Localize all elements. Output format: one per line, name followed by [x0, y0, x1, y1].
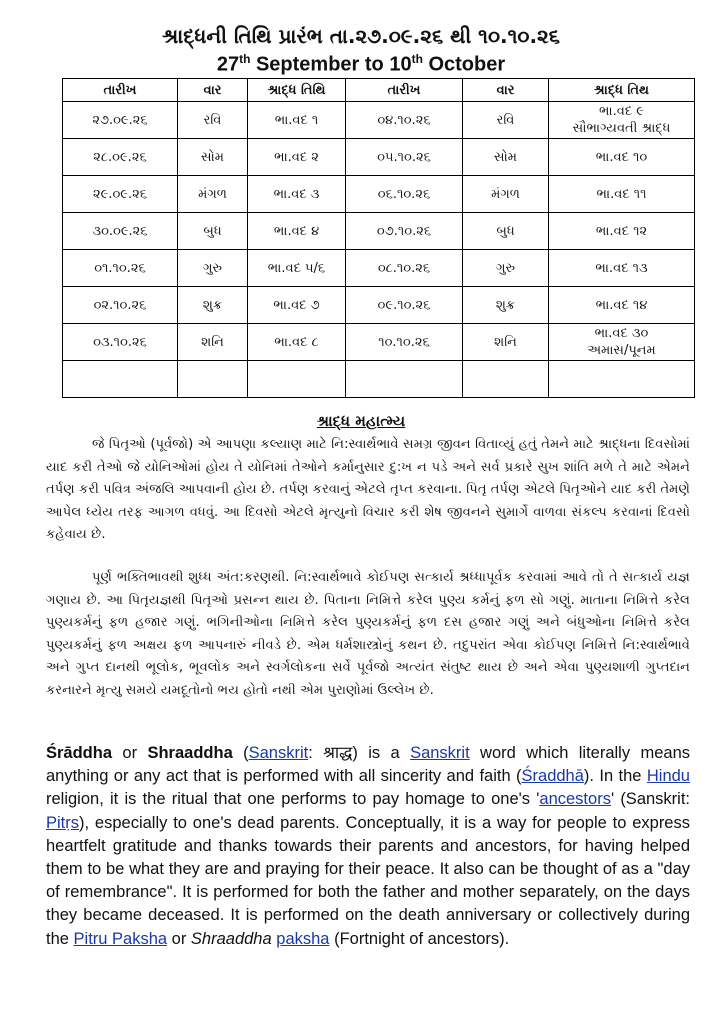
cell-weekday	[178, 361, 248, 398]
cell-shraddh-tithi: ભા.વદ ૧૨	[549, 213, 695, 250]
cell-date: ૦૨.૧૦.૨૬	[63, 287, 178, 324]
cell-date: ૨૯.૦૯.૨૬	[63, 176, 178, 213]
cell-weekday: મંગળ	[463, 176, 549, 213]
text: or	[112, 744, 148, 762]
link-hindu[interactable]: Hindu	[646, 767, 690, 786]
cell-shraddh-tithi: ભા.વદ ૪	[248, 213, 346, 250]
cell-shraddh-tithi: ભા.વદ ૧૪	[549, 287, 695, 324]
cell-weekday: શુક્ર	[463, 287, 549, 324]
cell-shraddh-tithi: ભા.વદ ૨	[248, 139, 346, 176]
cell-shraddh-tithi: ભા.વદ ૮	[248, 324, 346, 361]
header-shraddh-tithi: શ્રાદ્ધ તિથ	[549, 79, 695, 102]
cell-date: ૦૬.૧૦.૨૬	[346, 176, 463, 213]
table-row	[63, 361, 695, 398]
link-pitru-paksha[interactable]: Pitru Paksha	[73, 929, 168, 948]
cell-shraddh-tithi	[549, 361, 695, 398]
header-date: તારીખ	[346, 79, 463, 102]
text: ). In the	[583, 767, 647, 786]
cell-date	[63, 361, 178, 398]
text: ' (Sanskrit:	[610, 790, 690, 809]
mahatmya-paragraph-1: જે પિતૃઓ (પૂર્વજો) એ આપણા કલ્યાણ માટે નિ:સ્વાર્થભાવે સમગ્ર જીવન વિતાવ્યું હતું તેમને માટે શ્રાદ્ધના દિવસોમાં યાદ કરી તેઓ જે યોનિઓમાં હોય તે યોનિમાં તેઓને કર્માનુસાર દુ:ખ ન પડે અને સર્વ પ્રકારે સુખ શાંતિ મળે તે માટે એમને તર્પણ કરી પવિત્ર અંજલિ આપવાની હોય છે. તર્પણ કરવાનું એટલે તૃપ્ત કરવાના. પિતૃ તર્પણ એટલે પિતૃઓને યાદ કરી તેમણે આપેલ ધ્યેય તરફ આગળ વધવું. આ દિવસો એટલે મૃત્યુનો વિચાર કરી શેષ જીવનને સુમાર્ગે વાળવા સંકલ્પ કરવાનાં દિવસો કહેવાય છે.	[46, 437, 690, 542]
cell-weekday: શનિ	[178, 324, 248, 361]
term-sraddha: Śrāddha	[46, 744, 113, 762]
table-row	[63, 287, 695, 324]
cell-weekday: રવિ	[463, 102, 549, 139]
cell-date: ૨૭.૦૯.૨૬	[63, 102, 178, 139]
cell-date: ૩૦.૦૯.૨૬	[63, 213, 178, 250]
cell-shraddh-tithi	[248, 361, 346, 398]
cell-shraddh-tithi: ભા.વદ ૫/૬	[248, 250, 346, 287]
cell-date: ૨૮.૦૯.૨૬	[63, 139, 178, 176]
cell-shraddh-tithi: ભા.વદ ૧૩	[549, 250, 695, 287]
cell-shraddh-tithi: ભા.વદ ૩	[248, 176, 346, 213]
link-ancestors[interactable]: ancestors	[539, 790, 611, 809]
table-row	[63, 213, 695, 250]
end-day: 10	[389, 53, 412, 76]
mahatmya-paragraph-2: પૂર્ણ ભક્તિભાવથી શુધ્ધ અંત:કરણથી. નિ:સ્વાર્થભાવે કોઈપણ સત્કાર્ય શ્રધ્ધાપૂર્વક કરવામાં આવે તો તે સત્કાર્ય યજ્ઞ ગણાય છે. આ પિતૃયજ્ઞથી પિતૃઓ પ્રસન્ન થાય છે. પિતાના નિમિત્તે કરેલ પુણ્ય કર્મનું ફળ સો ગણું. માતાના નિમિત્તે કરેલ પુણ્યકર્મનું ફળ હજાર ગણું. ભગિનીઓના નિમિત્તે કરેલ પુણ્યકર્મનું ફળ દસ હજાર ગણું અને બંધુઓના નિમિત્તે કરેલ પુણ્યકર્મનું ફળ અક્ષય ફળ આપનારું નીવડે છે. એમ ધર્મશાસ્ત્રોનું કથન છે. તદુપરાંત એવા કોઈપણ નિમિત્તે નિ:સ્વાર્થભાવે અને ગુપ્ત દાનથી ભૂલોક, ભૂવલોક અને સ્વર્ગલોકના સર્વે પૂર્વજો અત્યંત સંતુષ્ટ થાય છે અને એવા પુણ્યશાળી ગુપ્તદાન કરનારને મૃત્યુ સમયે યમદૂતોનો ભય હોતો નથી એમ પુરાણોમાં ઉલ્લેખ છે.	[46, 570, 690, 698]
text: ), especially to one's dead parents. Conceptually, it is a way for people to express heartfelt gratitude and thanks towards their parents and ancestors, for having helped them to be what they are and praying for their peace. It also can be thought of as a "day of remembrance". It is performed for both the father and mother separately, on the days they became deceased. It is performed on the death anniversary or collectively during the	[46, 813, 690, 948]
table-row	[63, 102, 695, 139]
end-month: October	[422, 53, 506, 76]
link-paksha[interactable]: paksha	[276, 929, 330, 948]
cell-weekday: રવિ	[178, 102, 248, 139]
text: word which literally means anything or any act that is performed with all sincerity and faith (	[46, 744, 690, 786]
table-header-row	[63, 79, 695, 102]
table-row	[63, 324, 695, 361]
cell-shraddh-tithi: ભા.વદ ૭	[248, 287, 346, 324]
cell-date: ૦૧.૧૦.૨૬	[63, 250, 178, 287]
document-title-english	[0, 52, 722, 77]
text: or	[167, 929, 191, 948]
start-day-suffix: th	[239, 52, 251, 66]
mahatmya-heading: શ્રાદ્ધ મહાત્મ્ય	[316, 412, 406, 430]
table-row	[63, 176, 695, 213]
cell-shraddh-tithi: ભા.વદ ૧૧	[549, 176, 695, 213]
cell-weekday: ગુરુ	[178, 250, 248, 287]
text: (Fortnight of ancestors).	[329, 929, 510, 948]
cell-weekday	[463, 361, 549, 398]
cell-shraddh-tithi: ભા.વદ ૧	[248, 102, 346, 139]
table-row	[63, 139, 695, 176]
cell-date: ૦૪.૧૦.૨૬	[346, 102, 463, 139]
cell-weekday: શુક્ર	[178, 287, 248, 324]
cell-weekday: બુધ	[463, 213, 549, 250]
table-row	[63, 250, 695, 287]
cell-date: ૦૮.૧૦.૨૬	[346, 250, 463, 287]
link-sraddha[interactable]: Śraddhā	[521, 767, 584, 786]
header-weekday: વાર	[178, 79, 248, 102]
cell-date: ૧૦.૧૦.૨૬	[346, 324, 463, 361]
shraddh-schedule-table	[62, 78, 695, 398]
cell-shraddh-tithi: ભા.વદ ૯ સૌભાગ્યવતી શ્રાદ્ધ	[549, 102, 695, 139]
cell-date: ૦૭.૧૦.૨૬	[346, 213, 463, 250]
link-sanskrit[interactable]: Sanskrit	[248, 744, 309, 762]
english-description	[46, 742, 690, 951]
cell-shraddh-tithi: ભા.વદ ૩૦ અમાસ/પૂનમ	[549, 324, 695, 361]
text: religion, it is the ritual that one performs to pay homage to one's '	[46, 790, 540, 809]
term-shraaddha-italic: Shraaddha	[190, 929, 272, 948]
header-date: તારીખ	[63, 79, 178, 102]
cell-weekday: શનિ	[463, 324, 549, 361]
text: (	[232, 744, 249, 762]
cell-weekday: બુધ	[178, 213, 248, 250]
cell-weekday: સોમ	[463, 139, 549, 176]
term-shraaddha: Shraaddha	[147, 744, 233, 762]
header-shraddh-tithi: શ્રાદ્ધ તિથિ	[248, 79, 346, 102]
text: : श्राद्ध) is a	[308, 744, 411, 762]
cell-weekday: ગુરુ	[463, 250, 549, 287]
cell-date: ૦૫.૧૦.૨૬	[346, 139, 463, 176]
start-day: 27	[216, 53, 240, 76]
cell-weekday: સોમ	[178, 139, 248, 176]
cell-date: ૦૯.૧૦.૨૬	[346, 287, 463, 324]
header-weekday: વાર	[463, 79, 549, 102]
cell-shraddh-tithi: ભા.વદ ૧૦	[549, 139, 695, 176]
cell-weekday: મંગળ	[178, 176, 248, 213]
document-title-gujarati: શ્રાદ્ધની તિથિ પ્રારંભ તા.૨૭.૦૯.૨૬ થી ૧૦.૧૦.૨૬	[162, 24, 560, 48]
cell-date: ૦૩.૧૦.૨૬	[63, 324, 178, 361]
end-day-suffix: th	[411, 52, 423, 66]
cell-date	[346, 361, 463, 398]
link-sanskrit-word[interactable]: Sanskrit	[410, 744, 470, 762]
start-month: September to	[250, 53, 390, 76]
link-pitrs[interactable]: Pitṛs	[46, 813, 79, 832]
